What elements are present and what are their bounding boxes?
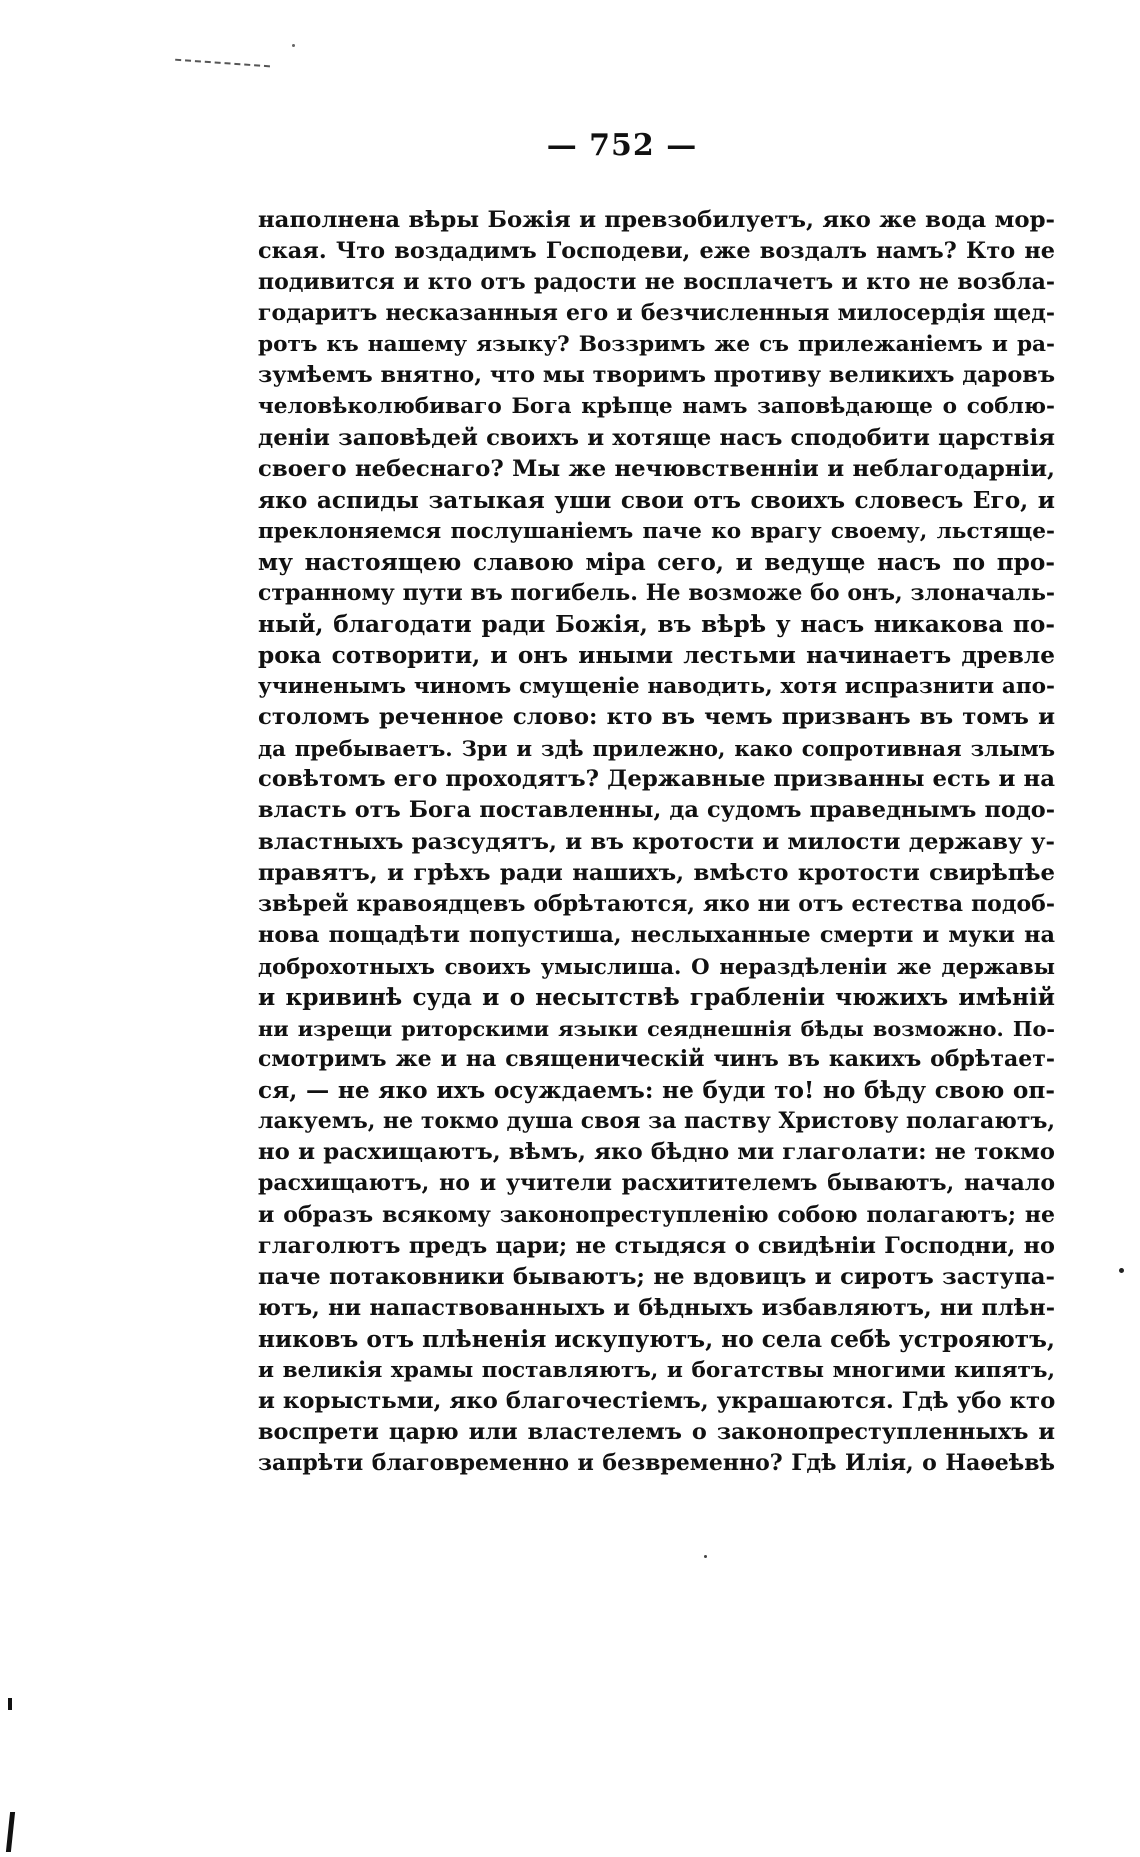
text-line: паче потаковники бываютъ; не вдовицъ и сиротъ заступа- xyxy=(258,1263,1055,1290)
text-line: рока сотворити, и онъ иными лестьми начинаетъ древле xyxy=(258,642,1055,670)
text-line: да пребываетъ. Зри и здѣ прилежно, како сопротивная злымъ xyxy=(258,736,1055,762)
text-line: и великія храмы поставляютъ, и богатствы многими кипятъ, xyxy=(258,1357,1055,1383)
text-line: деніи заповѣдей своихъ и хотяще насъ сподобити царствія xyxy=(258,424,1055,451)
text-line: власть отъ Бога поставленны, да судомъ праведнымъ подо- xyxy=(258,797,1055,824)
text-line: наполнена вѣры Божія и превзобилуетъ, яко же вода мор- xyxy=(258,207,1055,233)
scan-artifact-mark xyxy=(6,1812,15,1852)
text-line: ный, благодати ради Божія, въ вѣрѣ у насъ никакова по- xyxy=(258,611,1055,639)
text-line: странному пути въ погибель. Не возможе бо онъ, злоначаль- xyxy=(258,579,1055,606)
text-line: властныхъ разсудятъ, и въ кротости и милости державу у- xyxy=(258,828,1055,855)
text-line: человѣколюбиваго Бога крѣпце намъ заповѣдающе о соблю- xyxy=(258,394,1055,420)
text-line: ютъ, ни напаствованныхъ и бѣдныхъ избавляютъ, ни плѣн- xyxy=(258,1294,1055,1321)
text-line: смотримъ же и на священическій чинъ въ какихъ обрѣтает- xyxy=(258,1046,1055,1073)
text-line: учиненымъ чиномъ смущеніе наводить, хотя испразнити апо- xyxy=(258,674,1055,700)
text-line: звѣрей кравоядцевъ обрѣтаются, яко ни отъ естества подоб- xyxy=(258,890,1055,917)
text-line: ни изрещи риторскими языки сеяднешнія бѣды возможно. По- xyxy=(258,1016,1055,1042)
text-line: нова пощадѣти попустиша, неслыханные смерти и муки на xyxy=(258,921,1055,948)
text-line: и кривинѣ суда и о несытствѣ грабленіи чюжихъ имѣній xyxy=(258,983,1055,1011)
scan-artifact-dot xyxy=(1119,1268,1124,1273)
text-line: ся, — не яко ихъ осуждаемъ: не буди то! но бѣду свою оп- xyxy=(258,1077,1055,1105)
text-line: подивится и кто отъ радости не восплачетъ и кто не возбла- xyxy=(258,269,1055,296)
page-number: — 752 — xyxy=(546,128,698,163)
text-line: годаритъ несказанныя его и безчисленныя милосердія щед- xyxy=(258,300,1055,327)
text-line: но и расхищаютъ, вѣмъ, яко бѣдно ми глаголати: не токмо xyxy=(258,1139,1055,1166)
text-line: расхищаютъ, но и учители расхитителемъ бываютъ, начало xyxy=(258,1170,1055,1197)
text-line: воспрети царю или властелемъ о законопреступленныхъ и xyxy=(258,1419,1055,1446)
text-line: правятъ, и грѣхъ ради нашихъ, вмѣсто кротости свирѣпѣе xyxy=(258,859,1055,886)
text-line: ская. Что воздадимъ Господеви, еже воздалъ намъ? Кто не xyxy=(258,238,1055,265)
scan-artifact-dash xyxy=(175,59,270,70)
text-line: зумѣемъ внятно, что мы творимъ противу великихъ даровъ xyxy=(258,362,1055,389)
text-line: своего небеснаго? Мы же нечювственніи и неблагодарніи, xyxy=(258,455,1055,482)
text-line: му настоящею славою міра сего, и ведуще насъ по про- xyxy=(258,548,1055,576)
scan-artifact-dot xyxy=(292,44,295,47)
text-line: и корыстьми, яко благочестіемъ, украшаются. Гдѣ убо кто xyxy=(258,1387,1055,1414)
text-line: и образъ всякому законопреступленію собою полагаютъ; не xyxy=(258,1201,1055,1228)
text-line: лакуемъ, не токмо душа своя за паству Христову полагаютъ, xyxy=(258,1108,1055,1135)
text-line: столомъ реченное слово: кто въ чемъ призванъ въ томъ и xyxy=(258,704,1055,731)
scan-artifact-mark xyxy=(8,1698,12,1710)
text-line: глаголютъ предъ цари; не стыдяся о свидѣніи Господни, но xyxy=(258,1232,1055,1259)
text-line: совѣтомъ его проходятъ? Державные призванны есть и на xyxy=(258,766,1055,793)
text-line: ротъ къ нашему языку? Воззримъ же съ прилежаніемъ и ра- xyxy=(258,332,1055,358)
text-line: никовъ отъ плѣненія искупуютъ, но села себѣ устрояютъ, xyxy=(258,1325,1055,1353)
text-line: доброхотныхъ своихъ умыслиша. О нераздѣленіи же державы xyxy=(258,953,1055,979)
text-line: преклоняемся послушаніемъ паче ко врагу своему, льстяще- xyxy=(258,518,1055,544)
text-line: запрѣти благовременно и безвременно? Гдѣ Илія, о Наѳеѣвѣ xyxy=(258,1450,1055,1477)
text-line: яко аспиды затыкая уши свои отъ своихъ словесъ Его, и xyxy=(258,486,1055,514)
body-text xyxy=(258,205,1055,1479)
scan-artifact-dot xyxy=(704,1555,707,1558)
